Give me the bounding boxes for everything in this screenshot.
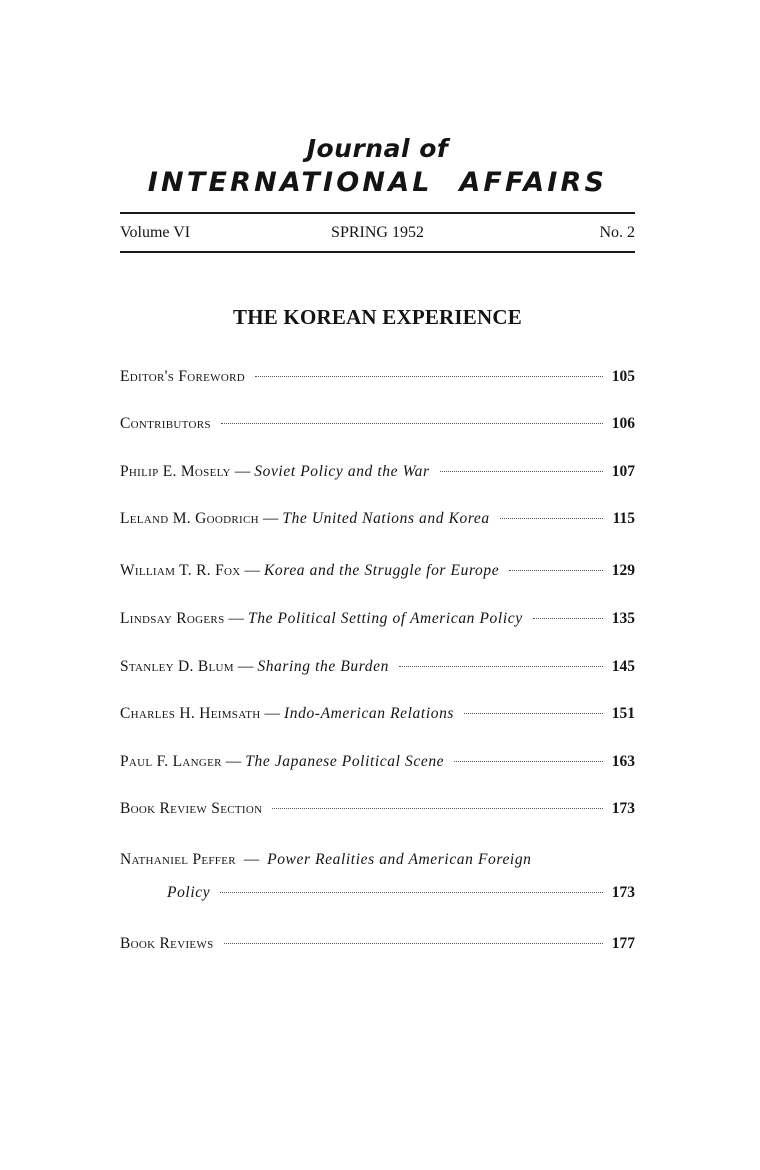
toc-entry-article[interactable] <box>120 562 635 584</box>
essay-title-line2: Policy <box>167 884 211 901</box>
article-title: The Political Setting of American Policy <box>248 610 523 627</box>
article-title: The Japanese Political Scene <box>245 753 445 770</box>
page-number: 173 <box>611 884 635 901</box>
top-rule-divider <box>120 212 635 214</box>
page-number: 106 <box>611 415 635 432</box>
dot-leader <box>220 892 603 893</box>
dot-leader <box>399 666 603 667</box>
page-number: 105 <box>611 368 635 385</box>
toc-entry-editors-foreword[interactable] <box>120 368 635 390</box>
article-title: The United Nations and Korea <box>282 510 490 527</box>
dot-leader <box>533 618 603 619</box>
page-number: 145 <box>611 658 635 675</box>
journal-contents-page <box>120 0 635 1170</box>
essay-author: Nathaniel Peffer <box>120 851 236 868</box>
issue-info-line <box>120 221 635 245</box>
article-title: Soviet Policy and the War <box>254 463 430 480</box>
masthead-journal-of: Journal of <box>306 134 449 163</box>
masthead-journal-name: INTERNATIONAL AFFAIRS <box>147 167 608 198</box>
em-dash: — <box>228 610 244 627</box>
page-number: 173 <box>611 800 635 817</box>
volume-label: Volume VI <box>120 224 191 241</box>
toc-entry-article[interactable] <box>120 510 635 532</box>
dot-leader <box>440 471 603 472</box>
article-author: William T. R. Fox <box>120 562 241 579</box>
toc-label: Editor's Foreword <box>120 368 245 385</box>
dot-leader <box>454 761 603 762</box>
page-number: 163 <box>611 753 635 770</box>
dot-leader <box>464 713 603 714</box>
page-number: 107 <box>611 463 635 480</box>
article-author: Charles H. Heimsath <box>120 705 261 722</box>
article-author: Lindsay Rogers <box>120 610 225 627</box>
em-dash: — <box>237 658 254 675</box>
page-number: 129 <box>611 562 635 579</box>
essay-title-line1: Power Realities and American Foreign <box>267 851 532 868</box>
issue-number: No. 2 <box>599 224 635 241</box>
article-title: Sharing the Burden <box>257 658 389 675</box>
toc-entry-article[interactable] <box>120 658 635 680</box>
page-number: 135 <box>611 610 635 627</box>
page-number: 177 <box>611 935 635 952</box>
section-title: THE KOREAN EXPERIENCE <box>233 305 522 329</box>
article-author: Leland M. Goodrich <box>120 510 259 527</box>
dot-leader <box>224 943 603 944</box>
issue-season: SPRING 1952 <box>331 224 424 241</box>
dot-leader <box>221 423 603 424</box>
dot-leader <box>500 518 603 519</box>
em-dash: — <box>264 705 280 722</box>
toc-entry-review-essay-line1[interactable] <box>120 851 635 869</box>
em-dash: — <box>243 851 260 868</box>
dot-leader <box>255 376 603 377</box>
bottom-rule-divider <box>120 251 635 253</box>
toc-entry-book-review-section[interactable] <box>120 800 635 822</box>
toc-label: Contributors <box>120 415 211 432</box>
article-title: Indo-American Relations <box>284 705 455 722</box>
em-dash: — <box>234 463 251 480</box>
article-author: Stanley D. Blum <box>120 658 234 675</box>
toc-label: Book Review Section <box>120 800 263 817</box>
page-number: 151 <box>611 705 635 722</box>
page-number: 115 <box>612 510 635 527</box>
dot-leader <box>509 570 603 571</box>
toc-entry-contributors[interactable] <box>120 415 635 437</box>
em-dash: — <box>244 562 260 579</box>
toc-entry-article[interactable] <box>120 753 635 775</box>
toc-entry-review-essay-line2[interactable] <box>120 884 635 906</box>
article-author: Philip E. Mosely <box>120 463 231 480</box>
em-dash: — <box>225 753 242 770</box>
em-dash: — <box>262 510 279 527</box>
dot-leader <box>272 808 603 809</box>
toc-entry-article[interactable] <box>120 463 635 485</box>
article-title: Korea and the Struggle for Europe <box>263 562 500 579</box>
toc-entry-article[interactable] <box>120 610 635 632</box>
article-author: Paul F. Langer <box>120 753 222 770</box>
toc-label: Book Reviews <box>120 935 214 952</box>
toc-entry-book-reviews[interactable] <box>120 935 635 957</box>
toc-entry-article[interactable] <box>120 705 635 727</box>
